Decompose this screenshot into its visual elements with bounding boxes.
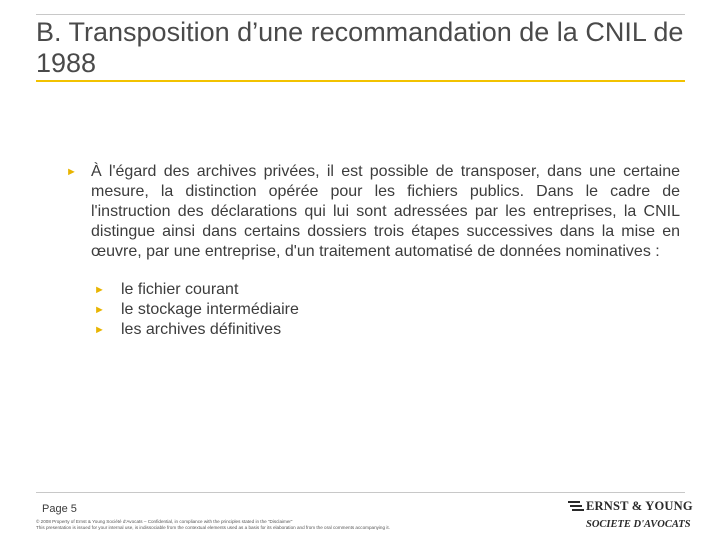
list-item xyxy=(94,280,680,300)
logo-subtitle: SOCIETE D'AVOCATS xyxy=(586,519,691,530)
slide-title: B. Transposition d’une recommandation de la CNIL de 1988 xyxy=(36,17,684,78)
sub-item-label: les archives définitives xyxy=(121,321,282,338)
list-item xyxy=(94,320,680,340)
sub-bullet-list xyxy=(66,280,680,340)
main-paragraph: À l'égard des archives privées, il est possible de transposer, dans une certaine mesure, la distinction opérée pour les fichiers publics. Dans le cadre de l'instruction des déclarations qui lui sont adressées par les entreprises, la CNIL distingue ainsi dans certains dossiers trois étapes successives dans la mise en œuvre, par une entreprise, d'un traitement automatisé de données nominatives : xyxy=(91,163,680,260)
list-item xyxy=(94,300,680,320)
ernst-young-logo xyxy=(568,498,693,534)
copyright-line: © 2008 Property of Ernst & Young Société d'Avocats – Confidential, in compliance with the principles stated in the “Disclaimer” xyxy=(36,519,293,524)
footer-divider xyxy=(36,492,685,493)
right-pointer-icon: ► xyxy=(94,284,105,296)
page-number: Page 5 xyxy=(42,503,77,515)
main-bullet-row xyxy=(66,162,680,262)
right-pointer-icon: ► xyxy=(94,304,105,316)
right-pointer-icon: ► xyxy=(66,166,77,178)
disclaimer-line: This presentation is issued for your internal use, is indissociable from the contextual elements used as a basis for its elaboration and from the oral comments accompanying it. xyxy=(36,525,390,530)
ernst-young-logo-icon xyxy=(568,500,584,514)
sub-item-label: le fichier courant xyxy=(121,281,239,298)
top-divider xyxy=(36,14,685,15)
slide-body xyxy=(66,162,680,340)
legal-notice xyxy=(36,519,536,531)
title-underline xyxy=(36,80,685,82)
sub-item-label: le stockage intermédiaire xyxy=(121,301,299,318)
right-pointer-icon: ► xyxy=(94,324,105,336)
logo-firm-name: ERNST & YOUNG xyxy=(586,499,693,513)
